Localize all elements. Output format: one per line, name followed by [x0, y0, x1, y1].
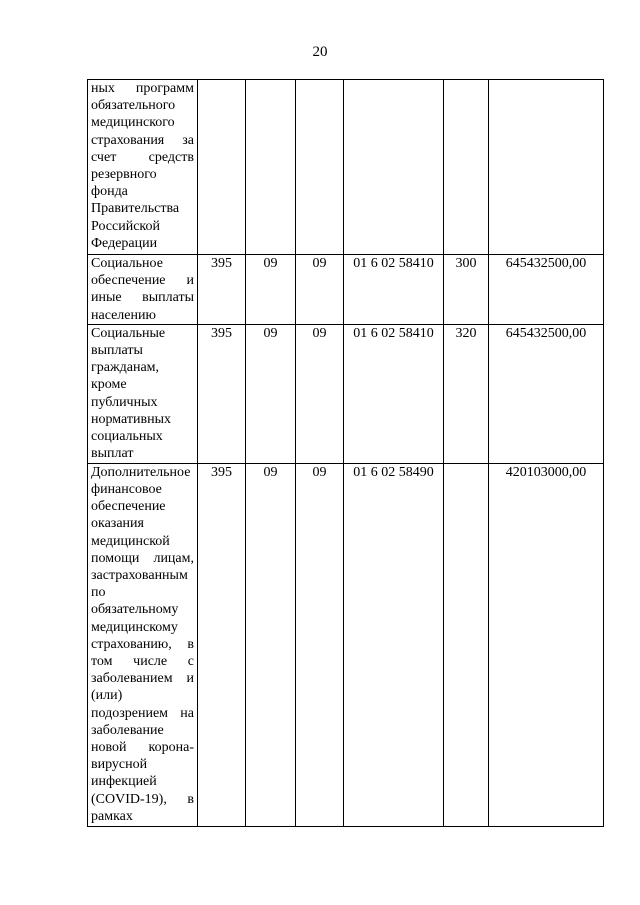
table-row	[88, 80, 604, 255]
expense-type-cell: 300	[444, 255, 489, 325]
target-code-cell: 01 6 02 58410	[344, 324, 444, 463]
row-name-cell: ных программ обязательного медицинского страхования за счет средств резервного фонда Правительства Российской Федерации	[88, 80, 198, 255]
amount-cell: 645432500,00	[489, 255, 604, 325]
amount-cell: 645432500,00	[489, 324, 604, 463]
section-code-cell	[246, 80, 296, 255]
ministry-code-cell: 395	[198, 324, 246, 463]
row-name-cell: Дополнительное финансовое обеспечение оказания медицинской помощи лицам, застрахованным по обязательному медицинскому страхованию, в том числе с заболеванием и (или) подозрением на заболевание новой коронавирусной инфекцией (COVID-19), в рамках	[88, 463, 198, 826]
subsection-code-cell: 09	[296, 463, 344, 826]
ministry-code-cell	[198, 80, 246, 255]
section-code-cell: 09	[246, 255, 296, 325]
budget-table	[87, 79, 604, 827]
target-code-cell: 01 6 02 58410	[344, 255, 444, 325]
target-code-cell	[344, 80, 444, 255]
table-row	[88, 463, 604, 826]
subsection-code-cell: 09	[296, 324, 344, 463]
amount-cell	[489, 80, 604, 255]
page-number: 20	[312, 44, 328, 60]
row-name-cell: Социальные выплаты гражданам, кроме публичных нормативных социальных выплат	[88, 324, 198, 463]
table-row	[88, 255, 604, 325]
ministry-code-cell: 395	[198, 255, 246, 325]
table-row	[88, 324, 604, 463]
expense-type-cell	[444, 463, 489, 826]
section-code-cell: 09	[246, 324, 296, 463]
expense-type-cell: 320	[444, 324, 489, 463]
ministry-code-cell: 395	[198, 463, 246, 826]
expense-type-cell	[444, 80, 489, 255]
subsection-code-cell: 09	[296, 255, 344, 325]
subsection-code-cell	[296, 80, 344, 255]
amount-cell: 420103000,00	[489, 463, 604, 826]
row-name-cell: Социальное обеспечение и иные выплаты населению	[88, 255, 198, 325]
section-code-cell: 09	[246, 463, 296, 826]
target-code-cell: 01 6 02 58490	[344, 463, 444, 826]
